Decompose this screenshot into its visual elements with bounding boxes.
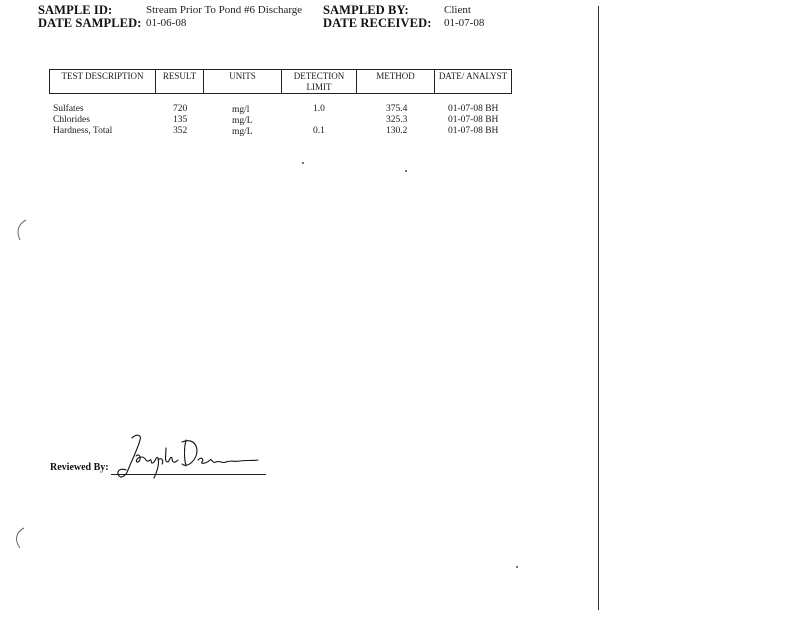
- row-3-units: mg/L: [232, 127, 253, 137]
- column-header-date-analyst: DATE/ ANALYST: [438, 71, 508, 81]
- row-1-description: Sulfates: [53, 104, 84, 114]
- column-header-method: METHOD: [376, 71, 415, 81]
- row-3-description: Hardness, Total: [53, 126, 113, 136]
- scan-speck: [302, 162, 304, 164]
- row-1-method: 375.4: [386, 104, 408, 114]
- row-1-result: 720: [173, 104, 188, 114]
- column-header-units: UNITS: [229, 71, 256, 81]
- column-header-detection-limit: DETECTION LIMIT: [293, 71, 345, 92]
- date-sampled-value: 01-06-08: [146, 17, 187, 29]
- row-3-limit: 0.1: [313, 126, 325, 136]
- row-1-units: mg/l: [232, 105, 250, 115]
- date-received-value: 01-07-08: [444, 17, 485, 29]
- scan-speck: [405, 170, 407, 172]
- scan-speck: [516, 566, 518, 568]
- row-1-date-analyst: 01-07-08 BH: [448, 104, 499, 114]
- scan-mark-icon: [10, 526, 30, 552]
- sample-id-value: Stream Prior To Pond #6 Discharge: [146, 4, 303, 16]
- sample-id-label: SAMPLE ID:: [38, 3, 113, 17]
- date-sampled-label: DATE SAMPLED:: [38, 16, 142, 30]
- row-3-method: 130.2: [386, 126, 408, 136]
- table-bottom-rule: [49, 93, 512, 94]
- scan-mark-icon: [12, 218, 32, 244]
- row-3-result: 352: [173, 126, 188, 136]
- row-2-method: 325.3: [386, 115, 408, 125]
- date-received-label: DATE RECEIVED:: [323, 16, 432, 30]
- column-header-result: RESULT: [162, 71, 197, 81]
- row-2-result: 135: [173, 115, 188, 125]
- page-edge-line: [598, 6, 599, 610]
- row-3-date-analyst: 01-07-08 BH: [448, 126, 499, 136]
- reviewed-by-label: Reviewed By:: [50, 462, 109, 473]
- row-2-units: mg/L: [232, 116, 253, 126]
- row-1-limit: 1.0: [313, 104, 325, 114]
- column-header-test-description: TEST DESCRIPTION: [61, 71, 144, 81]
- row-2-date-analyst: 01-07-08 BH: [448, 115, 499, 125]
- table-divider: [511, 69, 512, 93]
- sampled-by-value: Client: [444, 4, 471, 16]
- sampled-by-label: SAMPLED BY:: [323, 3, 409, 17]
- row-2-description: Chlorides: [53, 115, 90, 125]
- signature-image: [112, 430, 262, 486]
